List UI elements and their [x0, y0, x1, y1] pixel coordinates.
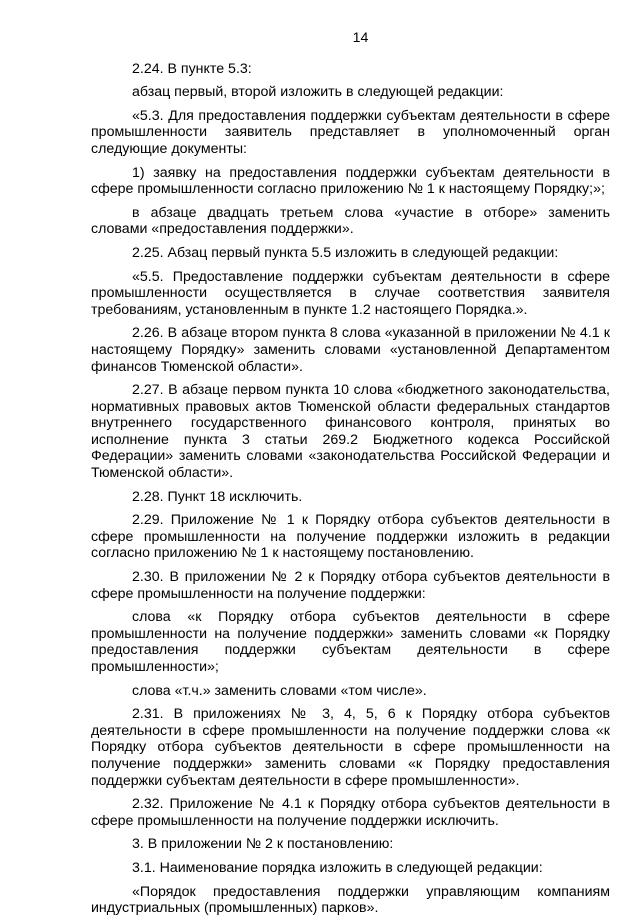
- paragraph-2-30: 2.30. В приложении № 2 к Порядку отбора субъектов деятельности в сфере промышленности на получение поддержки:: [91, 569, 610, 602]
- paragraph-2-29: 2.29. Приложение № 1 к Порядку отбора субъектов деятельности в сфере промышленности на получение поддержки изложить в редакции согласно приложению № 1 к настоящему постановлению.: [91, 512, 610, 562]
- paragraph-5-3-quote: «5.3. Для предоставления поддержки субъектам деятельности в сфере промышленности заявитель представляет в уполномоченный орган следующие документы:: [91, 107, 610, 157]
- paragraph-2-26: 2.26. В абзаце втором пункта 8 слова «указанной в приложении № 4.1 к настоящему Порядку» заменить словами «установленной Департаментом финансов Тюменской области».: [91, 325, 610, 375]
- paragraph-abzac-23: в абзаце двадцать третьем слова «участие в отборе» заменить словами «предоставления поддержки».: [91, 204, 610, 238]
- paragraph-2-32: 2.32. Приложение № 4.1 к Порядку отбора субъектов деятельности в сфере промышленности на получение поддержки исключить.: [91, 796, 610, 829]
- page-number: 14: [352, 30, 369, 46]
- paragraph-2-30-tch: слова «т.ч.» заменить словами «том числе».: [132, 682, 427, 699]
- paragraph-2-25: 2.25. Абзац первый пункта 5.5 изложить в следующей редакции:: [132, 244, 559, 261]
- paragraph-2-27: 2.27. В абзаце первом пункта 10 слова «бюджетного законодательства, нормативных правовых актов Тюменской области федеральных стандартов внутреннего государственного финансового контроля, принятых во исполнение пункта 3 статьи 269.2 Бюджетного кодекса Российской Федерации» заменить словами «законодательства Российской Федерации и Тюменской области».: [91, 382, 610, 482]
- paragraph-2-28: 2.28. Пункт 18 исключить.: [132, 488, 303, 505]
- paragraph-2-31: 2.31. В приложениях № 3, 4, 5, 6 к Порядку отбора субъектов деятельности в сфере промышленности на получение поддержки слова «к Порядку отбора субъектов деятельности в сфере промышленности на получение поддержки» заменить словами «к Порядку предоставления поддержки субъектам деятельности в сфере промышленности».: [91, 706, 610, 789]
- paragraph-3: 3. В приложении № 2 к постановлению:: [132, 836, 394, 853]
- paragraph-2-30-slova: слова «к Порядку отбора субъектов деятельности в сфере промышленности на получение поддержки» заменить словами «к Порядку предоставления поддержки субъектам деятельности в сфере промышленности»;: [91, 609, 610, 675]
- paragraph-3-1-quote: «Порядок предоставления поддержки управляющим компаниям индустриальных (промышленных) парков».: [91, 883, 610, 917]
- paragraph-3-1: 3.1. Наименование порядка изложить в следующей редакции:: [132, 859, 543, 876]
- paragraph-2-24: 2.24. В пункте 5.3:: [132, 60, 252, 77]
- paragraph-2-24-abzac: абзац первый, второй изложить в следующей редакции:: [132, 84, 504, 101]
- paragraph-5-3-item-1: 1) заявку на предоставления поддержки субъектам деятельности в сфере промышленности согласно приложению № 1 к настоящему Порядку;»;: [91, 164, 610, 198]
- paragraph-5-5-quote: «5.5. Предоставление поддержки субъектам деятельности в сфере промышленности осуществляется в случае соответствия заявителя требованиям, установленным в пункте 1.2 настоящего Порядка.».: [91, 268, 610, 318]
